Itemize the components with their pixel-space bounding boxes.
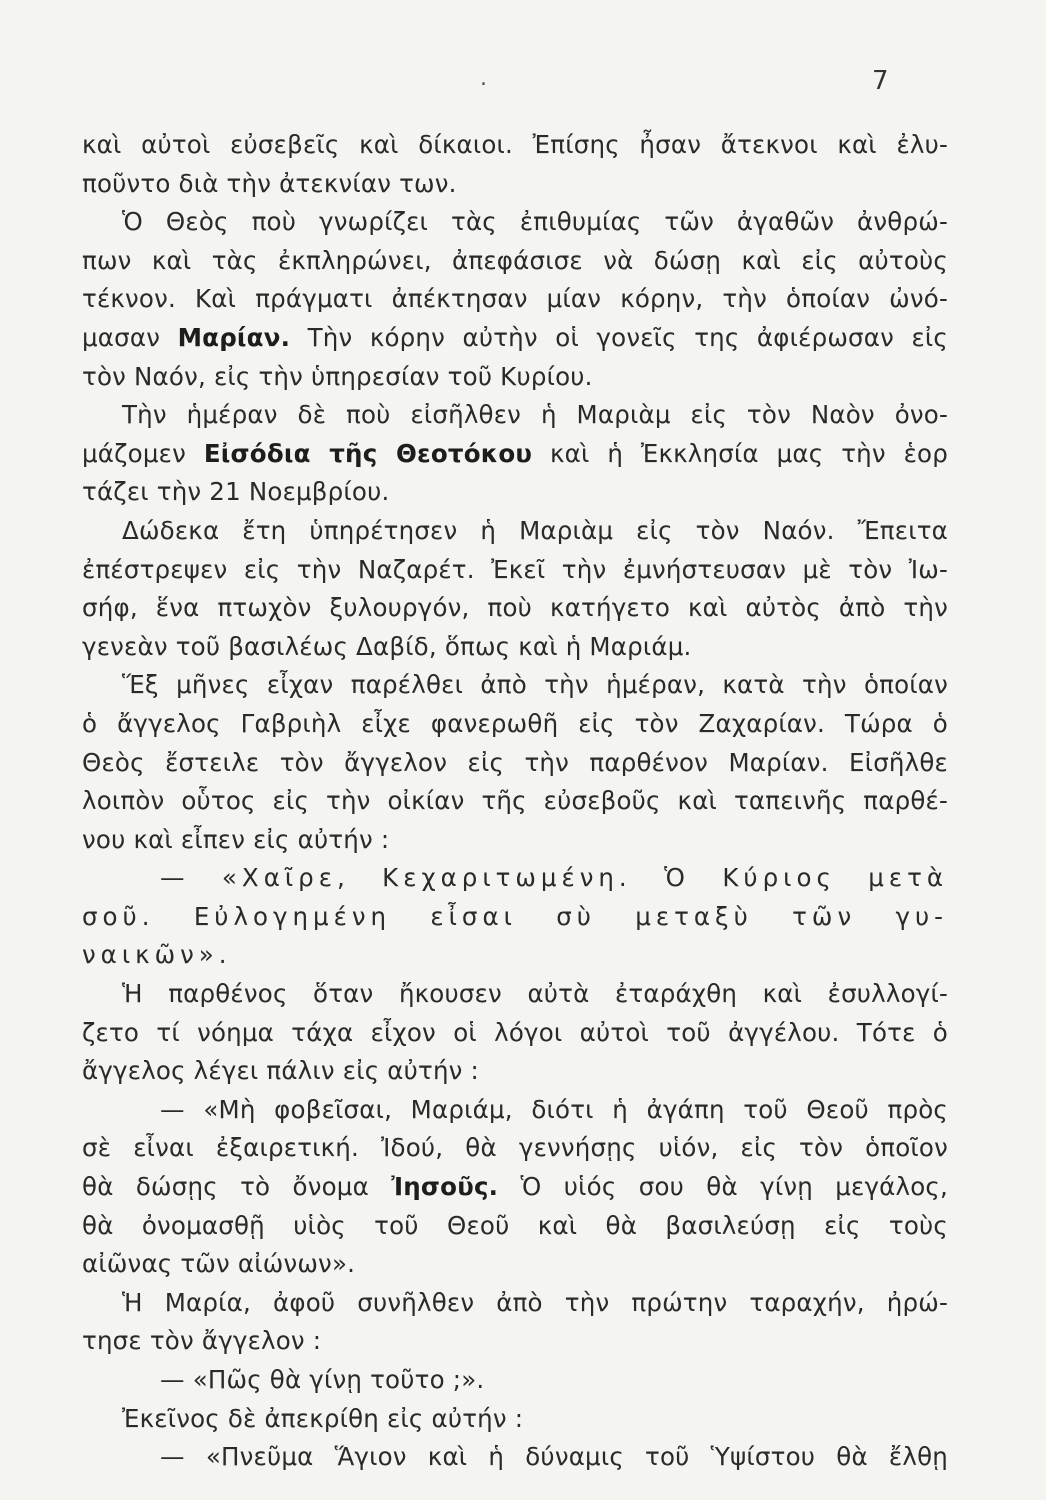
text-line: ἐπέστρεψεν εἰς τὴν Ναζαρέτ. Ἐκεῖ τὴν ἐμνήστευσαν μὲ τὸν Ἰω- xyxy=(82,554,948,584)
text-line: θὰ ὀνομασθῇ υἱὸς τοῦ Θεοῦ καὶ θὰ βασιλεύσῃ εἰς τοὺς xyxy=(82,1210,948,1240)
text-segment: Τὴν κόρην αὐτὴν οἱ γονεῖς της ἀφιέρωσαν εἰς xyxy=(290,322,948,352)
text-line: αἰῶνας τῶν αἰώνων». xyxy=(82,1249,356,1279)
text-line: Θεὸς ἔστειλε τὸν ἄγγελον εἰς τὴν παρθένον Μαρίαν. Εἰσῆλθε xyxy=(82,747,948,777)
text-segment: μασαν xyxy=(82,322,178,352)
text-line: γενεὰν τοῦ βασιλέως Δαβίδ, ὅπως καὶ ἡ Μαριάμ. xyxy=(82,631,692,661)
text-line: ἄγγελος λέγει πάλιν εἰς αὐτήν : xyxy=(82,1056,480,1086)
text-line: τέκνον. Καὶ πράγματι ἀπέκτησαν μίαν κόρην, τὴν ὁποίαν ὠνό- xyxy=(82,284,948,314)
text-line xyxy=(82,435,948,474)
text-line: Ἡ παρθένος ὅταν ἤκουσεν αὐτὰ ἐταράχθη καὶ ἐσυλλογί- xyxy=(122,979,948,1009)
text-line: — «Χαῖρε, Κεχαριτωμένη. Ὁ Κύριος μετὰ xyxy=(160,863,948,893)
text-line: πων καὶ τὰς ἐκπληρώνει, ἀπεφάσισε νὰ δώσῃ καὶ εἰς αὐτοὺς xyxy=(82,245,948,275)
text-line: — «Πῶς θὰ γίνῃ τοῦτο ;». xyxy=(160,1365,485,1394)
bold-term: Εἰσόδια τῆς Θεοτόκου xyxy=(203,438,533,468)
text-line: καὶ αὐτοὶ εὐσεβεῖς καὶ δίκαιοι. Ἐπίσης ἦσαν ἄτεκνοι καὶ ἐλυ- xyxy=(82,130,948,159)
text-line: ποῦντο διὰ τὴν ἀτεκνίαν των. xyxy=(82,168,457,198)
text-line: Ὁ Θεὸς ποὺ γνωρίζει τὰς ἐπιθυμίας τῶν ἀγαθῶν ἀνθρώ- xyxy=(122,207,948,237)
text-line xyxy=(82,319,948,358)
page-number: 7 xyxy=(872,66,889,96)
bold-term: Μαρίαν. xyxy=(177,322,291,352)
text-line: Ἕξ μῆνες εἶχαν παρέλθει ἀπὸ τὴν ἡμέραν, κατὰ τὴν ὁποίαν xyxy=(122,670,948,700)
text-line: ὁ ἄγγελος Γαβριὴλ εἶχε φανερωθῆ εἰς τὸν Ζαχαρίαν. Τώρα ὁ xyxy=(82,708,948,738)
text-line: νου καὶ εἶπεν εἰς αὐτήν : xyxy=(82,824,390,854)
print-mark: . xyxy=(480,66,487,91)
text-line: ναικῶν». xyxy=(82,940,232,970)
text-segment: Ὁ υἱός σου θὰ γίνῃ μεγάλος, xyxy=(498,1172,948,1202)
text-line: — «Πνεῦμα Ἅγιον καὶ ἡ δύναμις τοῦ Ὑψίστου θὰ ἔλθῃ xyxy=(160,1442,948,1472)
text-line: — «Μὴ φοβεῖσαι, Μαριάμ, διότι ἡ ἀγάπη τοῦ Θεοῦ πρὸς xyxy=(160,1094,948,1124)
text-line xyxy=(82,1168,948,1207)
text-line: Ἡ Μαρία, ἀφοῦ συνῆλθεν ἀπὸ τὴν πρώτην ταραχήν, ἠρώ- xyxy=(122,1287,948,1317)
text-line: Ἐκεῖνος δὲ ἀπεκρίθη εἰς αὐτήν : xyxy=(122,1403,524,1433)
text-line: ζετο τί νόημα τάχα εἶχον οἱ λόγοι αὐτοὶ τοῦ ἀγγέλου. Τότε ὁ xyxy=(82,1017,948,1047)
text-segment: καὶ ἡ Ἐκκλησία μας τὴν ἑορ xyxy=(532,438,948,468)
text-line: Δώδεκα ἔτη ὑπηρέτησεν ἡ Μαριὰμ εἰς τὸν Ναόν. Ἔπειτα xyxy=(122,515,948,545)
text-line: τὸν Ναόν, εἰς τὴν ὑπηρεσίαν τοῦ Κυρίου. xyxy=(82,361,593,391)
text-segment: θὰ δώσῃς τὸ ὄνομα xyxy=(82,1172,392,1202)
bold-term: Ἰησοῦς. xyxy=(391,1172,499,1202)
text-line: σήφ, ἕνα πτωχὸν ξυλουργόν, ποὺ κατήγετο καὶ αὐτὸς ἀπὸ τὴν xyxy=(82,593,948,623)
text-line: Τὴν ἡμέραν δὲ ποὺ εἰσῆλθεν ἡ Μαριὰμ εἰς τὸν Ναὸν ὀνο- xyxy=(122,400,948,430)
text-segment: μάζομεν xyxy=(82,438,204,468)
text-line: τάζει τὴν 21 Νοεμβρίου. xyxy=(82,477,390,507)
text-line: λοιπὸν οὗτος εἰς τὴν οἰκίαν τῆς εὐσεβοῦς καὶ ταπεινῆς παρθέ- xyxy=(82,786,948,816)
body-text xyxy=(82,126,948,1477)
text-line: σὲ εἶναι ἐξαιρετική. Ἰδού, θὰ γεννήσῃς υἱόν, εἰς τὸν ὁποῖον xyxy=(82,1133,948,1163)
text-line: σοῦ. Εὐλογημένη εἶσαι σὺ μεταξὺ τῶν γυ- xyxy=(82,901,948,931)
text-line: τησε τὸν ἄγγελον : xyxy=(82,1326,322,1356)
